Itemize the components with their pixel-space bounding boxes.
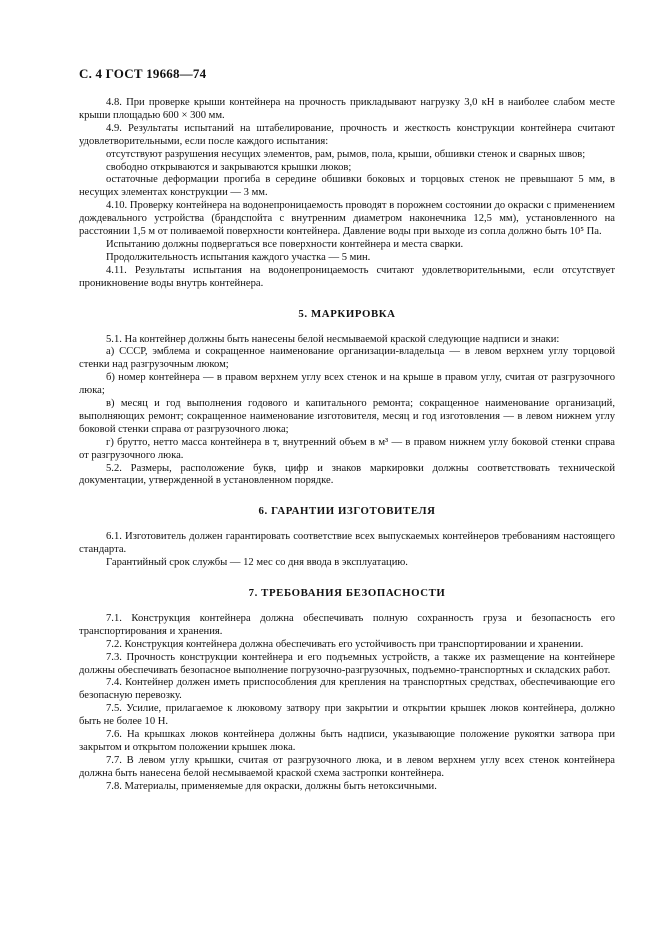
- paragraph-7-2: 7.2. Конструкция контейнера должна обеспечивать его устойчивость при транспортировании и хранении.: [106, 638, 584, 650]
- paragraph-5-2: 5.2. Размеры, расположение букв, цифр и знаков маркировки должны соответствовать технической документации, утвержденной в установленном порядке.: [79, 462, 615, 487]
- paragraph-4-9-item-1: отсутствуют разрушения несущих элементов, рам, рымов, пола, крыши, обшивки стенок и сварных швов;: [106, 148, 586, 160]
- paragraph-6-1: 6.1. Изготовитель должен гарантировать соответствие всех выпускаемых контейнеров требованиям настоящего стандарта.: [79, 531, 615, 556]
- section-heading-marking: 5. МАРКИРОВКА: [298, 307, 396, 320]
- paragraph-7-5: 7.5. Усилие, прилагаемое к люковому затвору при закрытии и открытии крышек люков контейнера, должно быть не более 10 Н.: [79, 703, 615, 728]
- paragraph-4-10-duration: Продолжительность испытания каждого участка — 5 мин.: [106, 251, 371, 263]
- paragraph-4-10-surfaces: Испытанию должны подвергаться все поверхности контейнера и места сварки.: [106, 238, 464, 250]
- paragraph-4-9: 4.9. Результаты испытаний на штабелирование, прочность и жесткость конструкции контейнера считают удовлетворительными, если после каждого испытания:: [79, 122, 615, 147]
- paragraph-4-8: 4.8. При проверке крыши контейнера на прочность прикладывают нагрузку 3,0 кН в наиболее слабом месте крыши площадью 600 × 300 мм.: [79, 97, 615, 121]
- paragraph-4-9-item-2: свободно открываются и закрываются крышки люков;: [106, 161, 352, 173]
- paragraph-4-10: 4.10. Проверку контейнера на водонепроницаемость проводят в порожнем состоянии до окраски с применением дождевального устройства (брандспойта с внутренним диаметром наконечника 12,5 мм), установленного на расстоянии 1,5 м от поливаемой поверхности контейнера. Давление воды при выходе из сопла должно быть 10⁵ Па.: [79, 200, 615, 238]
- paragraph-4-9-item-3: остаточные деформации прогиба в середине обшивки боковых и торцовых стенок не превышают 5 мм, в несущих элементах конструкции — 3 мм.: [79, 174, 615, 199]
- paragraph-7-4: 7.4. Контейнер должен иметь приспособления для крепления на транспортных средствах, обеспечивающие его безопасную перевозку.: [79, 677, 615, 702]
- paragraph-7-7: 7.7. В левом углу крышки, считая от разгрузочного люка, и в левом верхнем углу всех стенок контейнера должна быть нанесена белой несмываемой краской схема застропки контейнера.: [79, 754, 615, 779]
- section-heading-safety: 7. ТРЕБОВАНИЯ БЕЗОПАСНОСТИ: [248, 587, 446, 599]
- paragraph-5-1: 5.1. На контейнер должны быть нанесены белой несмываемой краской следующие надписи и знаки:: [106, 333, 560, 345]
- paragraph-5-1-v: в) месяц и год выполнения годового и капитального ремонта; сокращенное наименование организаций, выполняющих ремонт; сокращенное наименование изготовителя, месяц и год изготовления — в левом нижнем углу боковой стенки справа от разгрузочного люка;: [79, 398, 615, 435]
- paragraph-4-11: 4.11. Результаты испытания на водонепроницаемость считают удовлетворительными, если отсутствует проникновение воды внутрь контейнера.: [79, 264, 615, 289]
- paragraph-5-1-g: г) брутто, нетто масса контейнера в т, внутренний объем в м³ — в правом нижнем углу боковой стенки справа от разгрузочного люка.: [79, 436, 615, 461]
- paragraph-7-1: 7.1. Конструкция контейнера должна обеспечивать полную сохранность груза и безопасность его транспортирования и хранения.: [79, 612, 615, 637]
- paragraph-5-1-b: б) номер контейнера — в правом верхнем углу всех стенок и на крыше в правом углу, считая от разгрузочного люка;: [79, 372, 615, 397]
- paragraph-7-8: 7.8. Материалы, применяемые для окраски, должны быть нетоксичными.: [106, 780, 437, 792]
- paragraph-7-3: 7.3. Прочность конструкции контейнера и его подъемных устройств, а также их размещение на контейнере должны обеспечивать безопасное выполнение погрузочно-разгрузочных, подъемно-транспортных и складских работ.: [79, 651, 615, 676]
- section-heading-warranty: 6. ГАРАНТИИ ИЗГОТОВИТЕЛЯ: [258, 505, 436, 518]
- document-body: [79, 97, 615, 794]
- paragraph-6-warranty-term: Гарантийный срок службы — 12 мес со дня ввода в эксплуатацию.: [106, 557, 408, 569]
- page-header: С. 4 ГОСТ 19668—74: [79, 66, 207, 81]
- paragraph-5-1-a: а) СССР, эмблема и сокращенное наименование организации-владельца — в левом верхнем углу торцовой стенки над разгрузочным люком;: [79, 346, 615, 371]
- paragraph-7-6: 7.6. На крышках люков контейнера должны быть надписи, указывающие положение рукоятки затвора при закрытом и открытом положении крышек люка.: [79, 729, 615, 753]
